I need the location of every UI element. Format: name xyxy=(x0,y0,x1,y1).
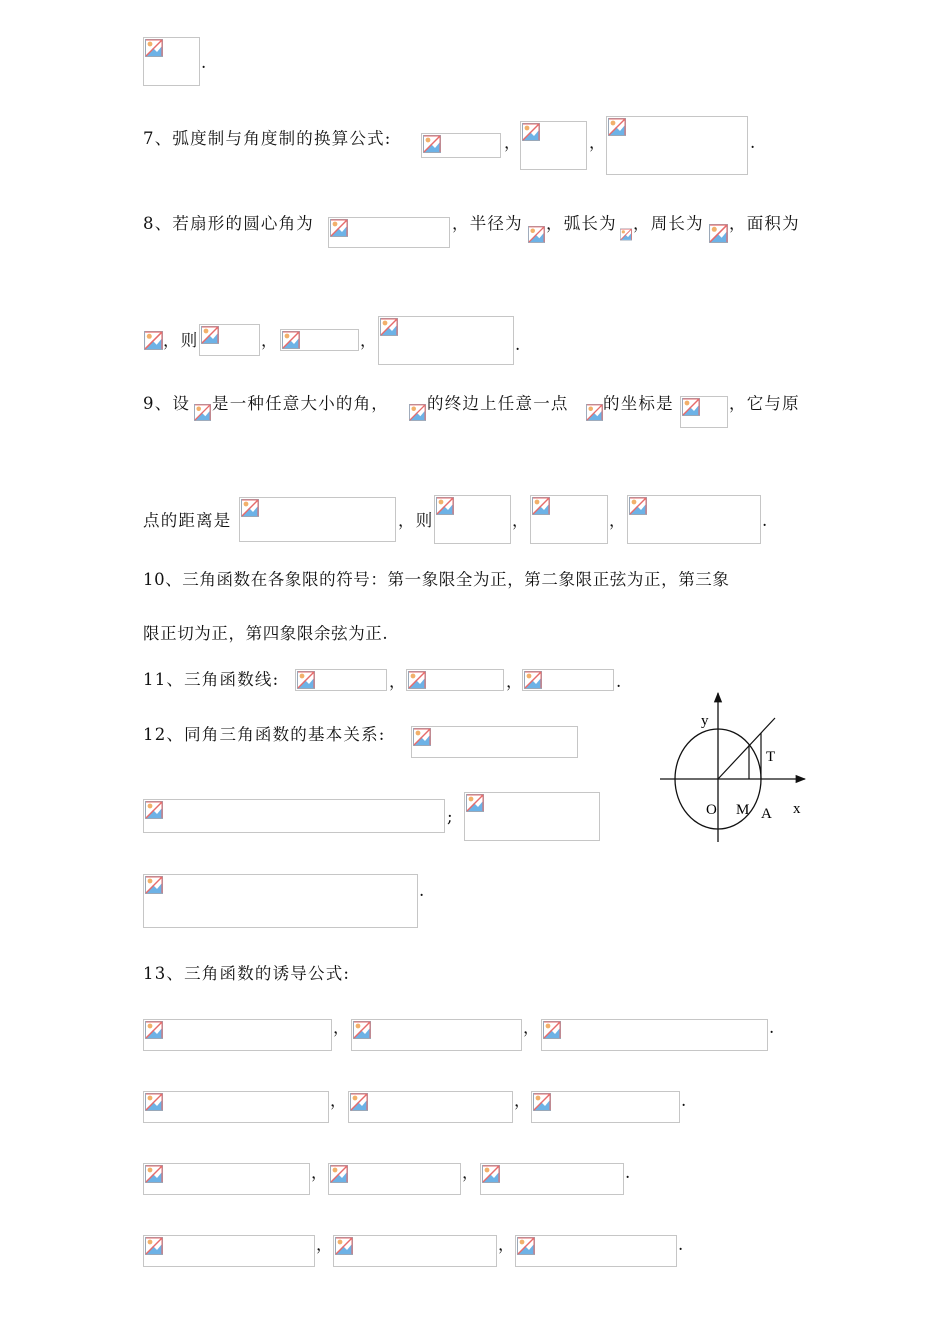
formula-box xyxy=(328,1163,461,1195)
broken-image-icon xyxy=(145,1093,163,1111)
question-10-line-1: 10、三角函数在各象限的符号：第一象限全为正，第二象限正弦为正，第三象 xyxy=(143,570,730,589)
broken-image-icon xyxy=(413,728,431,746)
comma: ， xyxy=(389,672,406,691)
broken-image-icon xyxy=(524,671,542,689)
formula-box xyxy=(680,396,728,428)
label-y: y xyxy=(701,713,709,729)
broken-image-icon xyxy=(482,1165,500,1183)
formula-box xyxy=(143,1019,332,1051)
formula-box xyxy=(143,799,445,833)
formula-box xyxy=(199,324,260,356)
question-9-part-a: 9、设 xyxy=(143,394,191,413)
broken-image-icon xyxy=(282,331,300,349)
formula-box xyxy=(421,133,501,158)
question-10-line-2: 限正切为正，第四象限余弦为正. xyxy=(143,624,389,643)
comma: ， xyxy=(498,1235,515,1254)
broken-image-icon xyxy=(522,123,540,141)
formula-box xyxy=(520,121,587,170)
semicolon: ; xyxy=(447,807,453,826)
formula-box xyxy=(295,669,387,691)
broken-image-icon xyxy=(528,226,545,243)
broken-image-icon xyxy=(353,1021,371,1039)
period: . xyxy=(616,672,622,691)
question-9-part-f: 点的距离是 xyxy=(143,511,232,530)
broken-image-icon xyxy=(533,1093,551,1111)
broken-image-icon xyxy=(466,794,484,812)
broken-image-icon xyxy=(330,219,348,237)
comma: ， xyxy=(316,1235,333,1254)
broken-image-icon xyxy=(682,398,700,416)
broken-image-icon xyxy=(608,118,626,136)
question-12: 12、同角三角函数的基本关系: xyxy=(143,725,386,744)
broken-image-icon xyxy=(380,318,398,336)
period: . xyxy=(762,511,768,530)
question-13: 13、三角函数的诱导公式: xyxy=(143,964,351,983)
broken-image-icon xyxy=(241,499,259,517)
period: . xyxy=(678,1235,684,1254)
broken-image-icon xyxy=(517,1237,535,1255)
period: . xyxy=(419,881,425,900)
question-9-part-g: ，则 xyxy=(398,511,434,530)
broken-image-icon xyxy=(543,1021,561,1039)
broken-image-icon xyxy=(330,1165,348,1183)
question-8-part-a: 8、若扇形的圆心角为 xyxy=(143,214,314,233)
formula-box xyxy=(541,1019,768,1051)
question-8-part-f: ，则 xyxy=(163,331,199,350)
comma: ， xyxy=(330,1091,347,1110)
formula-box xyxy=(606,116,748,175)
broken-image-icon xyxy=(145,876,163,894)
broken-image-icon xyxy=(709,224,728,243)
formula-box xyxy=(143,37,200,86)
period: . xyxy=(769,1018,775,1037)
comma: ， xyxy=(261,331,278,350)
question-9-part-e: ，它与原 xyxy=(729,394,800,413)
broken-image-icon xyxy=(144,331,163,350)
label-t: T xyxy=(766,749,776,765)
label-o: O xyxy=(706,802,717,818)
broken-image-icon xyxy=(629,497,647,515)
broken-image-icon xyxy=(532,497,550,515)
question-11: 11、三角函数线: xyxy=(143,670,280,689)
formula-box xyxy=(143,1235,315,1267)
comma: ， xyxy=(609,511,626,530)
comma: ， xyxy=(589,133,606,152)
formula-box xyxy=(464,792,600,841)
broken-image-icon xyxy=(350,1093,368,1111)
question-7: 7、弧度制与角度制的换算公式: xyxy=(143,129,392,148)
comma: ， xyxy=(360,331,377,350)
question-9-part-d: 的坐标是 xyxy=(603,394,674,413)
broken-image-icon xyxy=(145,1237,163,1255)
formula-box xyxy=(351,1019,522,1051)
formula-box xyxy=(406,669,504,691)
formula-box xyxy=(328,217,450,248)
comma: ， xyxy=(523,1018,540,1037)
broken-image-icon xyxy=(409,404,426,421)
period: . xyxy=(681,1091,687,1110)
formula-box xyxy=(143,1163,310,1195)
period: . xyxy=(515,335,521,354)
broken-image-icon xyxy=(408,671,426,689)
period: . xyxy=(625,1163,631,1182)
broken-image-icon xyxy=(201,326,219,344)
unit-circle-diagram xyxy=(655,685,815,845)
formula-box xyxy=(411,726,578,758)
question-8-part-d: ，周长为 xyxy=(633,214,704,233)
broken-image-icon xyxy=(194,404,211,421)
broken-image-icon xyxy=(335,1237,353,1255)
formula-box xyxy=(434,495,511,544)
comma: ， xyxy=(512,511,529,530)
question-8-part-c: ，弧长为 xyxy=(546,214,617,233)
label-m: M xyxy=(736,802,750,818)
broken-image-icon xyxy=(586,404,603,421)
broken-image-icon xyxy=(145,1165,163,1183)
broken-image-icon xyxy=(620,226,632,243)
question-9-part-b: 是一种任意大小的角， xyxy=(212,394,389,413)
formula-box xyxy=(480,1163,624,1195)
formula-box xyxy=(239,497,396,542)
formula-box xyxy=(515,1235,677,1267)
formula-box xyxy=(348,1091,513,1123)
question-9-part-c: 的终边上任意一点 xyxy=(427,394,569,413)
label-a: A xyxy=(761,806,772,822)
comma: ， xyxy=(333,1018,350,1037)
broken-image-icon xyxy=(145,1021,163,1039)
comma: ， xyxy=(514,1091,531,1110)
formula-box xyxy=(143,1091,329,1123)
formula-box xyxy=(280,329,359,351)
formula-box xyxy=(531,1091,680,1123)
comma: ， xyxy=(506,672,523,691)
broken-image-icon xyxy=(145,801,163,819)
broken-image-icon xyxy=(145,39,163,57)
comma: ， xyxy=(311,1163,328,1182)
formula-box xyxy=(143,874,418,928)
question-8-part-b: ，半径为 xyxy=(452,214,523,233)
period: . xyxy=(201,53,207,72)
comma: ， xyxy=(504,133,521,152)
broken-image-icon xyxy=(436,497,454,515)
question-8-part-e: ，面积为 xyxy=(729,214,800,233)
formula-box xyxy=(333,1235,497,1267)
label-x: x xyxy=(793,801,801,817)
formula-box xyxy=(522,669,614,691)
formula-box xyxy=(627,495,761,544)
broken-image-icon xyxy=(297,671,315,689)
comma: ， xyxy=(462,1163,479,1182)
period: . xyxy=(750,133,756,152)
formula-box xyxy=(530,495,608,544)
formula-box xyxy=(378,316,514,365)
broken-image-icon xyxy=(423,135,441,153)
